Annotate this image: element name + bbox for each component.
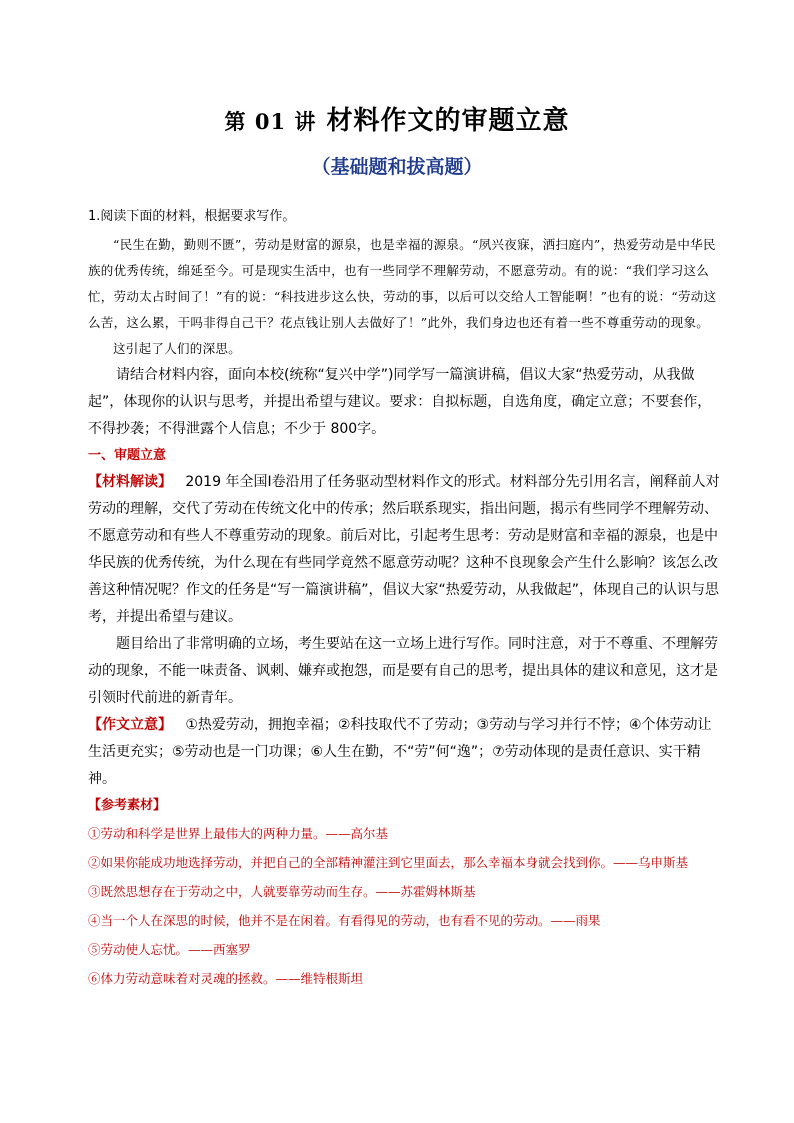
- material-paragraph: “民生在勤，勤则不匮”，劳动是财富的源泉，也是幸福的源泉。“夙兴夜寐，洒扫庭内”，热爱劳动是中华民族的优秀传统，绵延至今。可是现实生活中，也有一些同学不理解劳动，不愿意劳动。有的说：“我们学习这么忙，劳动太占时间了！”有的说：“科技进步这么快，劳动的事，以后可以交给人工智能啊！”也有的说：“劳动这么苦，这么累，干吗非得自己干？花点钱让别人去做好了！”此外，我们身边也还有着一些不尊重劳动的现象。: [88, 237, 717, 330]
- reference-list: [88, 819, 720, 993]
- reference-item: ③既然思想存在于劳动之中，人就要靠劳动而生存。——苏霍姆林斯基: [88, 884, 476, 899]
- lecture-title: 材料作文的审题立意: [326, 106, 570, 136]
- material-followup: 这引起了人们的深思。: [113, 341, 242, 356]
- reference-item: ②如果你能成功地选择劳动，并把自己的全部精神灌注到它里面去，那么幸福本身就会找到你。——乌申斯基: [88, 855, 689, 870]
- reference-item: ①劳动和科学是世界上最伟大的两种力量。——高尔基: [88, 826, 389, 841]
- section-heading: 一、审题立意: [88, 448, 167, 463]
- writing-requirement: 请结合材料内容，面向本校(统称“复兴中学”)同学写一篇演讲稿，倡议大家“热爱劳动，从我做起”，体现你的认识与思考，并提出希望与建议。要求：自拟标题，自选角度，确定立意；不要套作，不得抄袭；不得泄露个人信息；不少于 800字。: [88, 367, 712, 437]
- page-subtitle: （基础题和拔高题）: [311, 156, 483, 178]
- question-prompt: 1.阅读下面的材料，根据要求写作。: [88, 209, 296, 224]
- page-title: [0, 100, 794, 137]
- writing-intent: [88, 712, 720, 793]
- writing-intent-label: 【作文立意】: [88, 717, 172, 733]
- reference-item: ④当一个人在深思的时候，他并不是在闲着。有看得见的劳动，也有看不见的劳动。——雨果: [88, 913, 601, 928]
- document-body: [88, 206, 720, 993]
- material-analysis-text: 2019 年全国Ⅰ卷沿用了任务驱动型材料作文的形式。材料部分先引用名言，阐释前人对劳动的理解，交代了劳动在传统文化中的传承；然后联系现实，指出问题，揭示有些同学不理解劳动、不愿意劳动和有些人不尊重劳动的现象。前后对比，引起考生思考：劳动是财富和幸福的源泉，也是中华民族的优秀传统，为什么现在有些同学竟然不愿意劳动呢？这种不良现象会产生什么影响？该怎么改善这种情况呢？作文的任务是“写一篇演讲稿”，倡议大家“热爱劳动，从我做起”，体现自己的认识与思考，并提出希望与建议。: [88, 474, 720, 625]
- lecture-number: 第 01 讲: [224, 109, 317, 134]
- reference-item: ⑤劳动使人忘忧。——西塞罗: [88, 942, 251, 957]
- writing-intent-text: ①热爱劳动，拥抱幸福；②科技取代不了劳动；③劳动与学习并行不悖；④个体劳动让生活更充实；⑤劳动也是一门功课；⑥人生在勤，不“劳”何“逸”；⑦劳动体现的是责任意识、实干精神。: [88, 717, 712, 787]
- stance-paragraph: 题目给出了非常明确的立场，考生要站在这一立场上进行写作。同时注意，对于不尊重、不理解劳动的现象，不能一味责备、讽刺、嫌弃或抱怨，而是要有自己的思考，提出具体的建议和意见，这才是引领时代前进的新青年。: [88, 636, 718, 706]
- reference-item: ⑥体力劳动意味着对灵魂的拯救。——维特根斯坦: [88, 971, 364, 986]
- material-analysis: [88, 469, 720, 631]
- material-analysis-label: 【材料解读】: [88, 474, 172, 490]
- reference-heading: 【参考素材】: [88, 798, 167, 813]
